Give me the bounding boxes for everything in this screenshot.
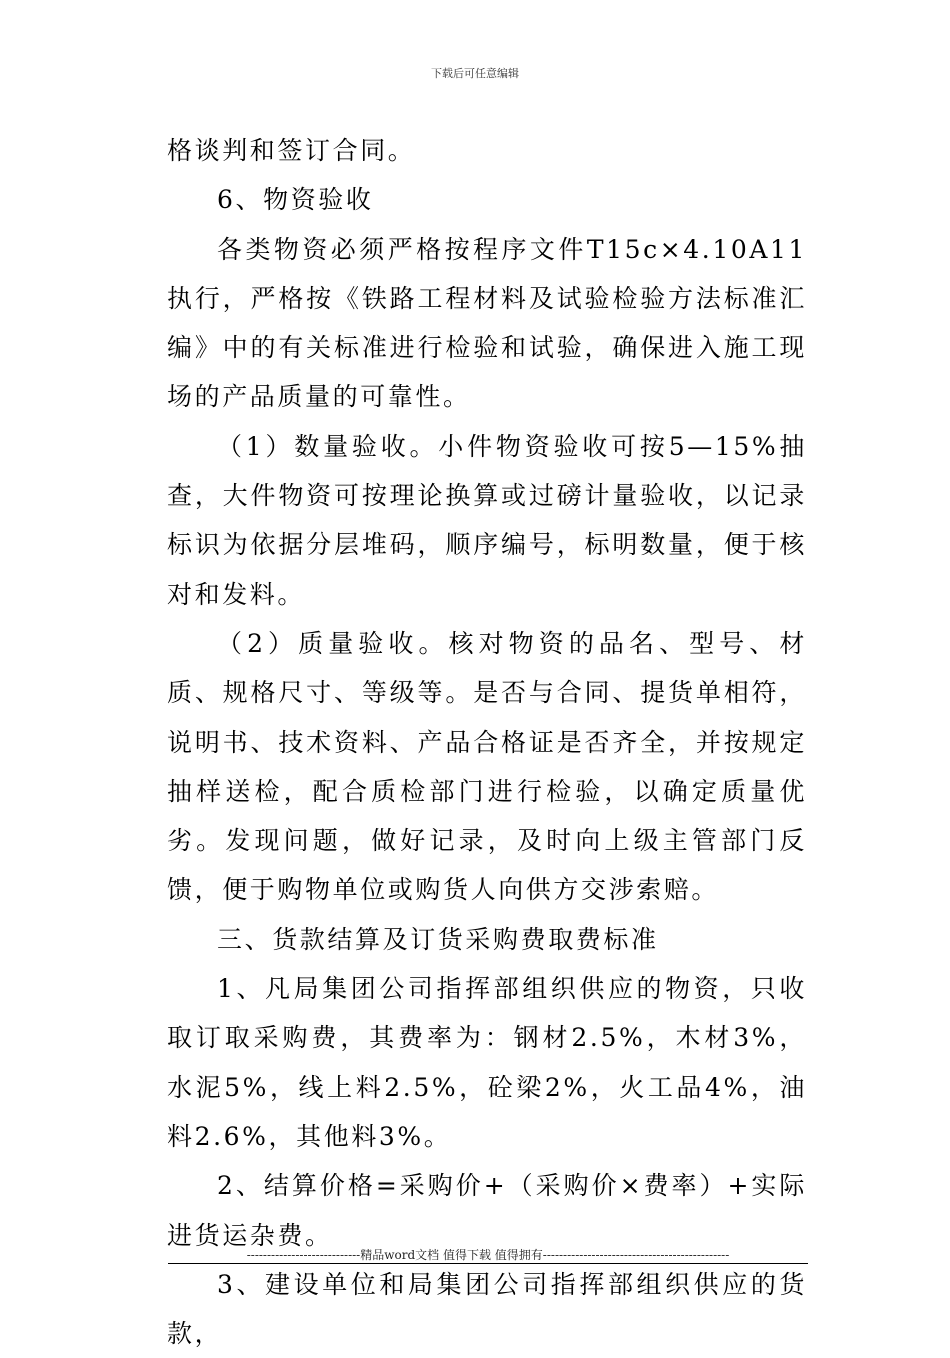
paragraph: 2、结算价格=采购价+（采购价×费率）+实际进货运杂费。 [167, 1171, 807, 1250]
footer-rule [168, 1263, 808, 1264]
section-heading: 6、物资验收 [217, 185, 374, 215]
paragraph: 各类物资必须严格按程序文件T15c×4.10A11执行，严格按《铁路工程材料及试验检验方法标准汇编》中的有关标准进行检验和试验，确保进入施工现场的产品质量的可靠性。 [167, 234, 807, 412]
document-body [167, 126, 807, 1358]
paragraph: 1、凡局集团公司指挥部组织供应的物资，只收取订取采购费，其费率为：钢材2.5%，木材3%，水泥5%，线上料2.5%，砼梁2%，火工品4%，油料2.6%，其他料3%。 [167, 974, 807, 1151]
paragraph: 格谈判和签订合同。 [167, 136, 416, 165]
paragraph: 3、建设单位和局集团公司指挥部组织供应的货款， [167, 1269, 807, 1349]
page-header: 下载后可任意编辑 [431, 67, 519, 80]
page-footer: ----------------------------精品word文档 值得下载 值得拥有---------------------------------------------- [246, 1248, 730, 1262]
section-heading: 三、货款结算及订货采购费取费标准 [217, 924, 659, 954]
paragraph: （1）数量验收。小件物资验收可按5—15%抽查，大件物资可按理论换算或过磅计量验收，以记录标识为依据分层堆码，顺序编号，标明数量，便于核对和发料。 [167, 431, 807, 609]
paragraph: （2）质量验收。核对物资的品名、型号、材质、规格尺寸、等级等。是否与合同、提货单相符，说明书、技术资料、产品合格证是否齐全，并按规定抽样送检，配合质检部门进行检验，以确定质量优劣。发现问题，做好记录，及时向上级主管部门反馈，便于购物单位或购货人向供方交涉索赔。 [167, 628, 807, 905]
